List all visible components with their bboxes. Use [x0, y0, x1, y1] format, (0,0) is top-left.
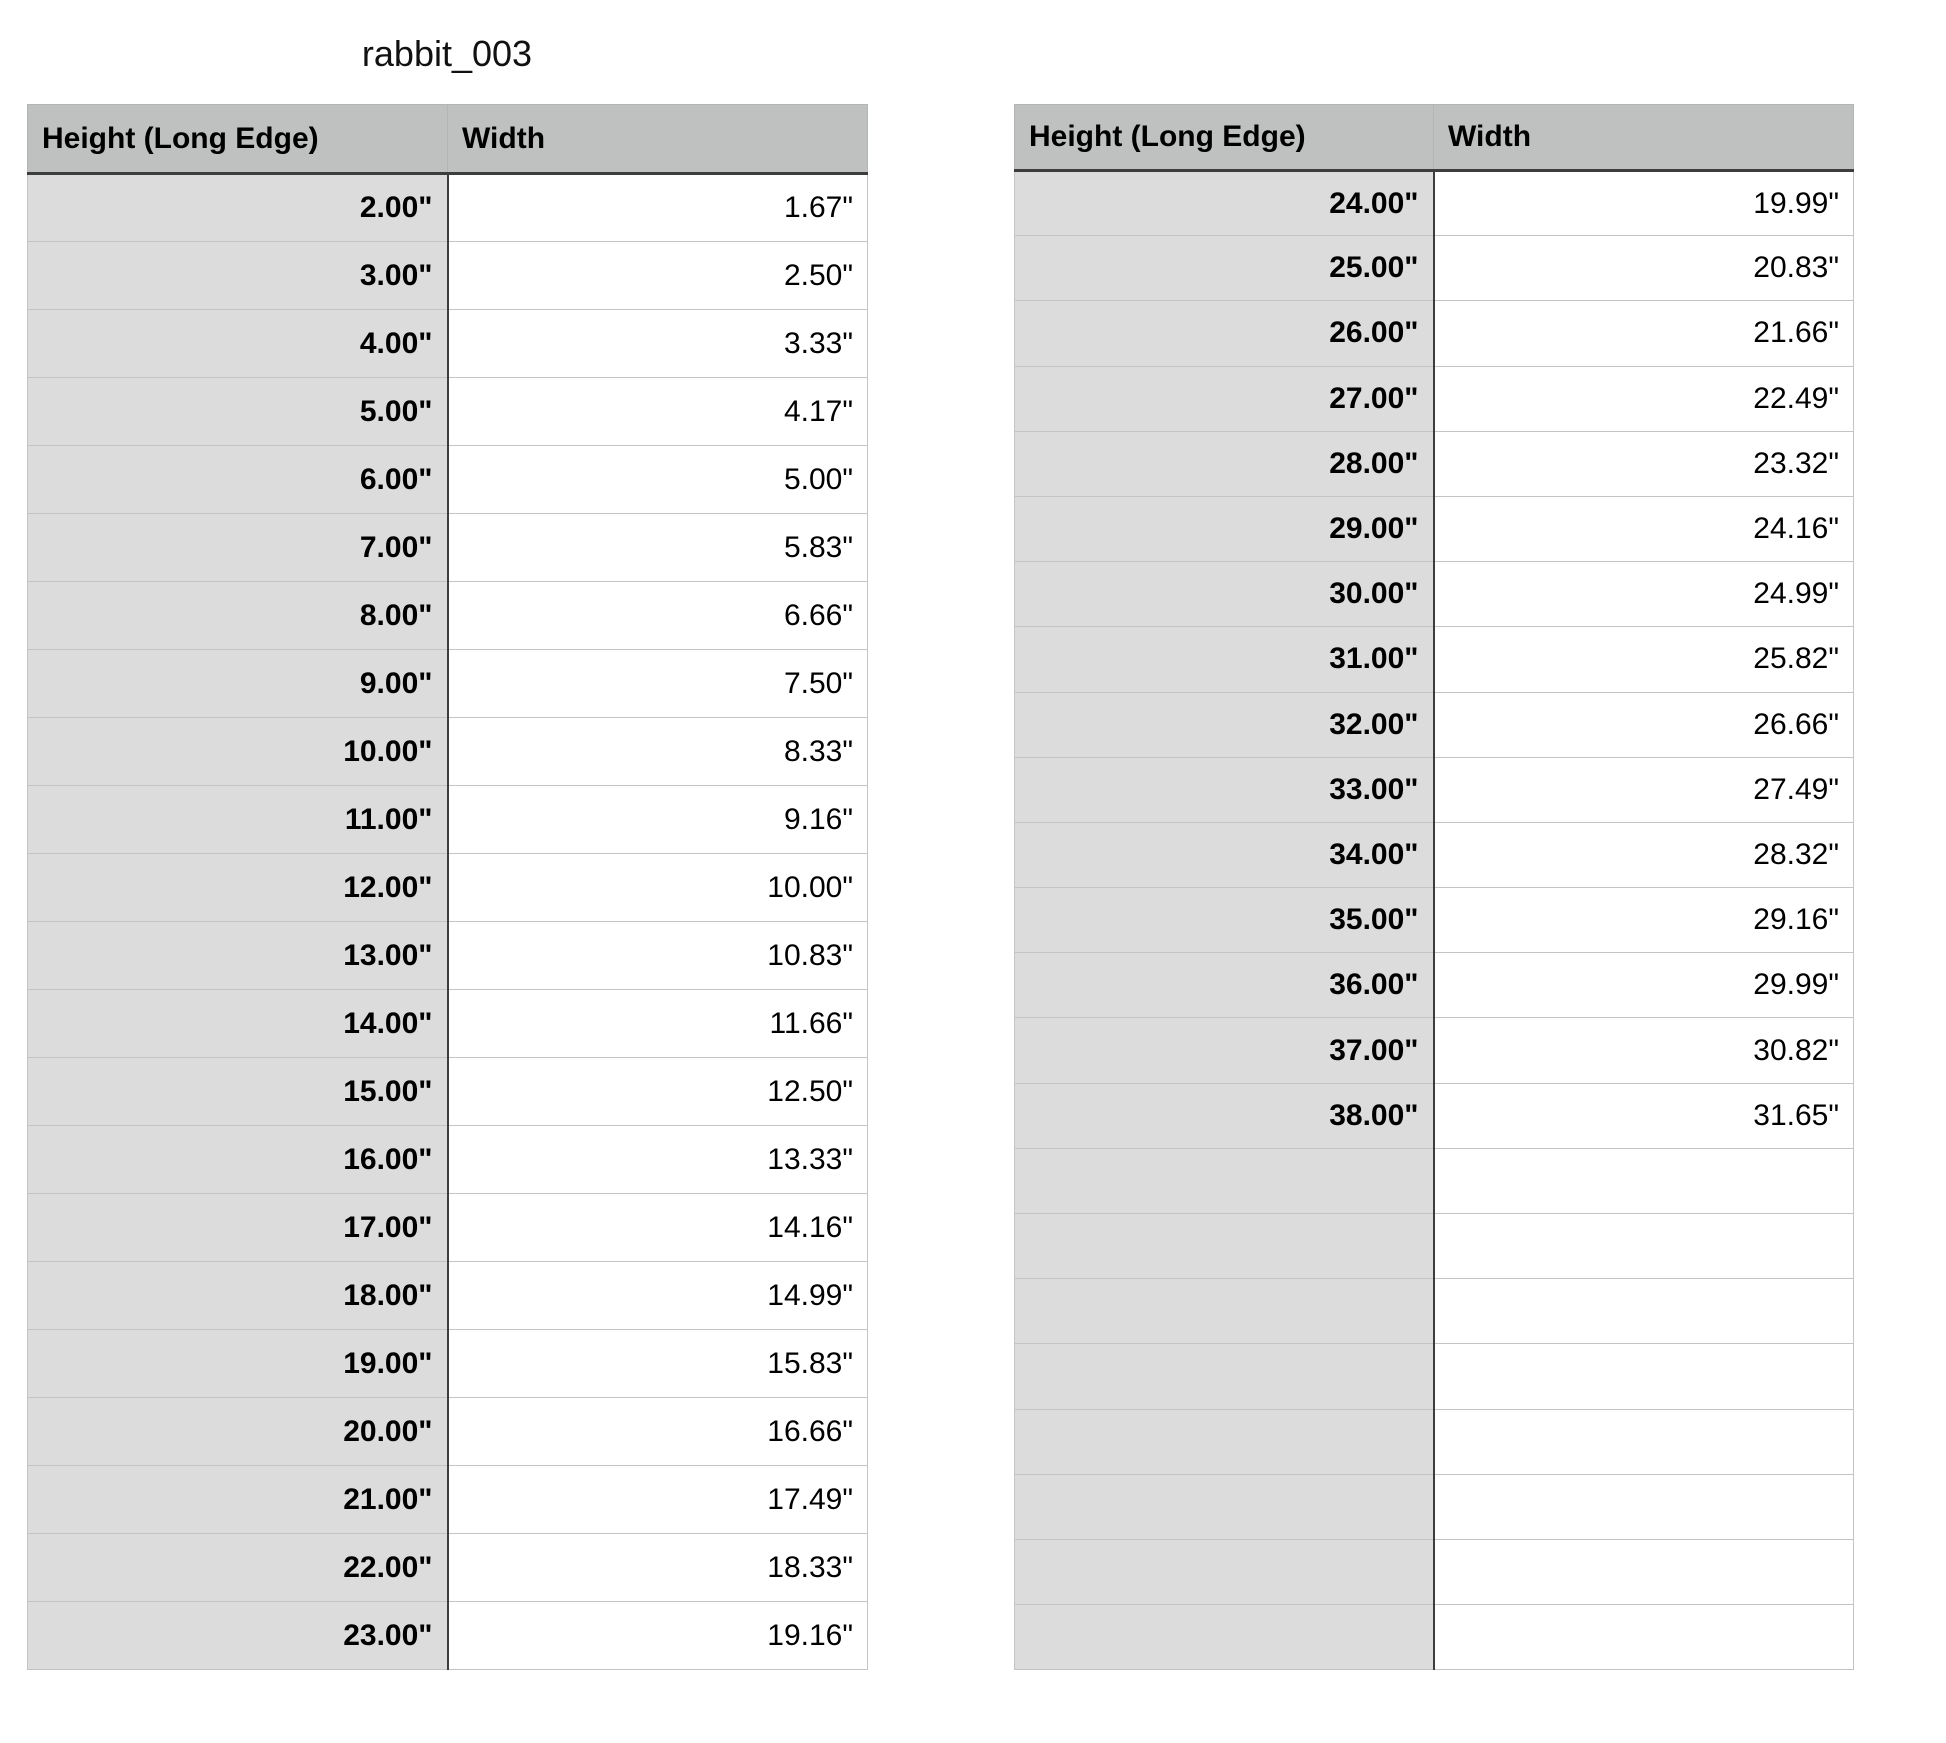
table-row — [28, 1194, 868, 1262]
table-row — [28, 310, 868, 378]
sheet-title: rabbit_003 — [361, 33, 533, 74]
width-cell[interactable]: 1.67" — [448, 174, 868, 242]
table-row — [1015, 1018, 1854, 1083]
width-cell[interactable]: 29.99" — [1434, 953, 1854, 1018]
table-row — [1015, 562, 1854, 627]
height-cell[interactable]: 22.00" — [28, 1534, 448, 1602]
height-cell[interactable]: 12.00" — [28, 854, 448, 922]
width-cell[interactable]: 25.82" — [1434, 627, 1854, 692]
height-cell[interactable]: 21.00" — [28, 1466, 448, 1534]
table-row — [28, 650, 868, 718]
width-cell[interactable]: 5.00" — [448, 446, 868, 514]
column-header-height[interactable]: Height (Long Edge) — [1015, 105, 1434, 171]
height-cell[interactable]: 4.00" — [28, 310, 448, 378]
width-cell[interactable]: 14.16" — [448, 1194, 868, 1262]
table-row — [1015, 171, 1854, 236]
height-cell[interactable] — [1015, 1279, 1434, 1344]
height-cell[interactable] — [1015, 1474, 1434, 1539]
height-cell[interactable] — [1015, 1539, 1434, 1604]
table-row — [28, 786, 868, 854]
table-row — [28, 718, 868, 786]
table-row — [1015, 496, 1854, 561]
width-cell[interactable]: 24.16" — [1434, 496, 1854, 561]
table-row — [1015, 627, 1854, 692]
column-header-height[interactable]: Height (Long Edge) — [28, 105, 448, 174]
height-cell[interactable]: 5.00" — [28, 378, 448, 446]
height-cell[interactable]: 8.00" — [28, 582, 448, 650]
height-cell[interactable]: 15.00" — [28, 1058, 448, 1126]
width-cell[interactable]: 29.16" — [1434, 888, 1854, 953]
width-cell[interactable]: 13.33" — [448, 1126, 868, 1194]
width-cell[interactable] — [1434, 1148, 1854, 1213]
height-cell[interactable]: 10.00" — [28, 718, 448, 786]
table-row — [1015, 1083, 1854, 1148]
width-cell[interactable]: 10.83" — [448, 922, 868, 990]
height-cell[interactable]: 9.00" — [28, 650, 448, 718]
width-cell[interactable] — [1434, 1605, 1854, 1670]
width-cell[interactable]: 9.16" — [448, 786, 868, 854]
height-cell[interactable] — [1015, 1605, 1434, 1670]
table-row — [1015, 822, 1854, 887]
height-cell[interactable]: 6.00" — [28, 446, 448, 514]
height-cell[interactable]: 11.00" — [28, 786, 448, 854]
table-row — [1015, 757, 1854, 822]
height-cell[interactable]: 26.00" — [1015, 301, 1434, 366]
table-row — [28, 1398, 868, 1466]
width-cell[interactable]: 30.82" — [1434, 1018, 1854, 1083]
table-row — [28, 990, 868, 1058]
width-cell[interactable]: 14.99" — [448, 1262, 868, 1330]
table-row — [28, 242, 868, 310]
table-row — [1015, 1605, 1854, 1670]
height-cell[interactable]: 23.00" — [28, 1602, 448, 1670]
height-cell[interactable]: 27.00" — [1015, 366, 1434, 431]
width-cell[interactable] — [1434, 1409, 1854, 1474]
table-body — [28, 174, 868, 1670]
table-row — [1015, 236, 1854, 301]
height-cell[interactable]: 30.00" — [1015, 562, 1434, 627]
table-row — [28, 1602, 868, 1670]
table-row — [28, 1466, 868, 1534]
table-row — [1015, 953, 1854, 1018]
header-row — [1015, 105, 1854, 171]
height-cell[interactable] — [1015, 1344, 1434, 1409]
width-cell[interactable]: 17.49" — [448, 1466, 868, 1534]
height-cell[interactable] — [1015, 1214, 1434, 1279]
height-cell[interactable]: 19.00" — [28, 1330, 448, 1398]
width-cell[interactable]: 8.33" — [448, 718, 868, 786]
table-row — [28, 514, 868, 582]
table-row — [28, 582, 868, 650]
width-cell[interactable]: 12.50" — [448, 1058, 868, 1126]
width-cell[interactable]: 3.33" — [448, 310, 868, 378]
width-cell[interactable]: 10.00" — [448, 854, 868, 922]
width-cell[interactable]: 5.83" — [448, 514, 868, 582]
width-cell[interactable]: 24.99" — [1434, 562, 1854, 627]
width-cell[interactable] — [1434, 1474, 1854, 1539]
height-cell[interactable]: 31.00" — [1015, 627, 1434, 692]
size-table-right — [1014, 104, 1854, 1670]
width-cell[interactable]: 6.66" — [448, 582, 868, 650]
table-row — [28, 174, 868, 242]
height-cell[interactable]: 7.00" — [28, 514, 448, 582]
table-row — [28, 1126, 868, 1194]
width-cell[interactable]: 4.17" — [448, 378, 868, 446]
height-cell[interactable]: 28.00" — [1015, 431, 1434, 496]
width-cell[interactable]: 15.83" — [448, 1330, 868, 1398]
width-cell[interactable]: 11.66" — [448, 990, 868, 1058]
height-cell[interactable]: 36.00" — [1015, 953, 1434, 1018]
height-cell[interactable] — [1015, 1148, 1434, 1213]
width-cell[interactable] — [1434, 1279, 1854, 1344]
table-row — [1015, 1279, 1854, 1344]
table-row — [28, 1330, 868, 1398]
width-cell[interactable]: 7.50" — [448, 650, 868, 718]
width-cell[interactable]: 21.66" — [1434, 301, 1854, 366]
height-cell[interactable]: 24.00" — [1015, 171, 1434, 236]
height-cell[interactable]: 25.00" — [1015, 236, 1434, 301]
height-cell[interactable]: 2.00" — [28, 174, 448, 242]
table-row — [28, 446, 868, 514]
table-row — [1015, 1344, 1854, 1409]
table-row — [1015, 431, 1854, 496]
table-row — [1015, 692, 1854, 757]
table-row — [1015, 1148, 1854, 1213]
table-row — [1015, 888, 1854, 953]
height-cell[interactable]: 38.00" — [1015, 1083, 1434, 1148]
width-cell[interactable] — [1434, 1344, 1854, 1409]
table-row — [28, 1534, 868, 1602]
width-cell[interactable]: 27.49" — [1434, 757, 1854, 822]
height-cell[interactable]: 20.00" — [28, 1398, 448, 1466]
width-cell[interactable]: 16.66" — [448, 1398, 868, 1466]
height-cell[interactable]: 37.00" — [1015, 1018, 1434, 1083]
width-cell[interactable]: 18.33" — [448, 1534, 868, 1602]
width-cell[interactable]: 2.50" — [448, 242, 868, 310]
height-cell[interactable] — [1015, 1409, 1434, 1474]
width-cell[interactable] — [1434, 1214, 1854, 1279]
table-row — [28, 922, 868, 990]
width-cell[interactable]: 26.66" — [1434, 692, 1854, 757]
width-cell[interactable]: 28.32" — [1434, 822, 1854, 887]
height-cell[interactable]: 13.00" — [28, 922, 448, 990]
table-body — [1015, 171, 1854, 1670]
width-cell[interactable]: 23.32" — [1434, 431, 1854, 496]
table-row — [28, 854, 868, 922]
width-cell[interactable]: 19.99" — [1434, 171, 1854, 236]
table-row — [28, 1262, 868, 1330]
width-cell[interactable] — [1434, 1539, 1854, 1604]
height-cell[interactable]: 29.00" — [1015, 496, 1434, 561]
table-row — [1015, 366, 1854, 431]
table-row — [1015, 301, 1854, 366]
height-cell[interactable]: 32.00" — [1015, 692, 1434, 757]
table-row — [1015, 1539, 1854, 1604]
width-cell[interactable]: 22.49" — [1434, 366, 1854, 431]
table-row — [28, 378, 868, 446]
width-cell[interactable]: 19.16" — [448, 1602, 868, 1670]
width-cell[interactable]: 20.83" — [1434, 236, 1854, 301]
table-row — [1015, 1474, 1854, 1539]
table-row — [1015, 1409, 1854, 1474]
size-table-left — [27, 104, 868, 1670]
table-row — [1015, 1214, 1854, 1279]
column-header-width[interactable]: Width — [1434, 105, 1854, 171]
height-cell[interactable]: 18.00" — [28, 1262, 448, 1330]
height-cell[interactable]: 17.00" — [28, 1194, 448, 1262]
column-header-width[interactable]: Width — [448, 105, 868, 174]
table-row — [28, 1058, 868, 1126]
height-cell[interactable]: 33.00" — [1015, 757, 1434, 822]
height-cell[interactable]: 14.00" — [28, 990, 448, 1058]
height-cell[interactable]: 35.00" — [1015, 888, 1434, 953]
height-cell[interactable]: 16.00" — [28, 1126, 448, 1194]
header-row — [28, 105, 868, 174]
height-cell[interactable]: 3.00" — [28, 242, 448, 310]
height-cell[interactable]: 34.00" — [1015, 822, 1434, 887]
width-cell[interactable]: 31.65" — [1434, 1083, 1854, 1148]
